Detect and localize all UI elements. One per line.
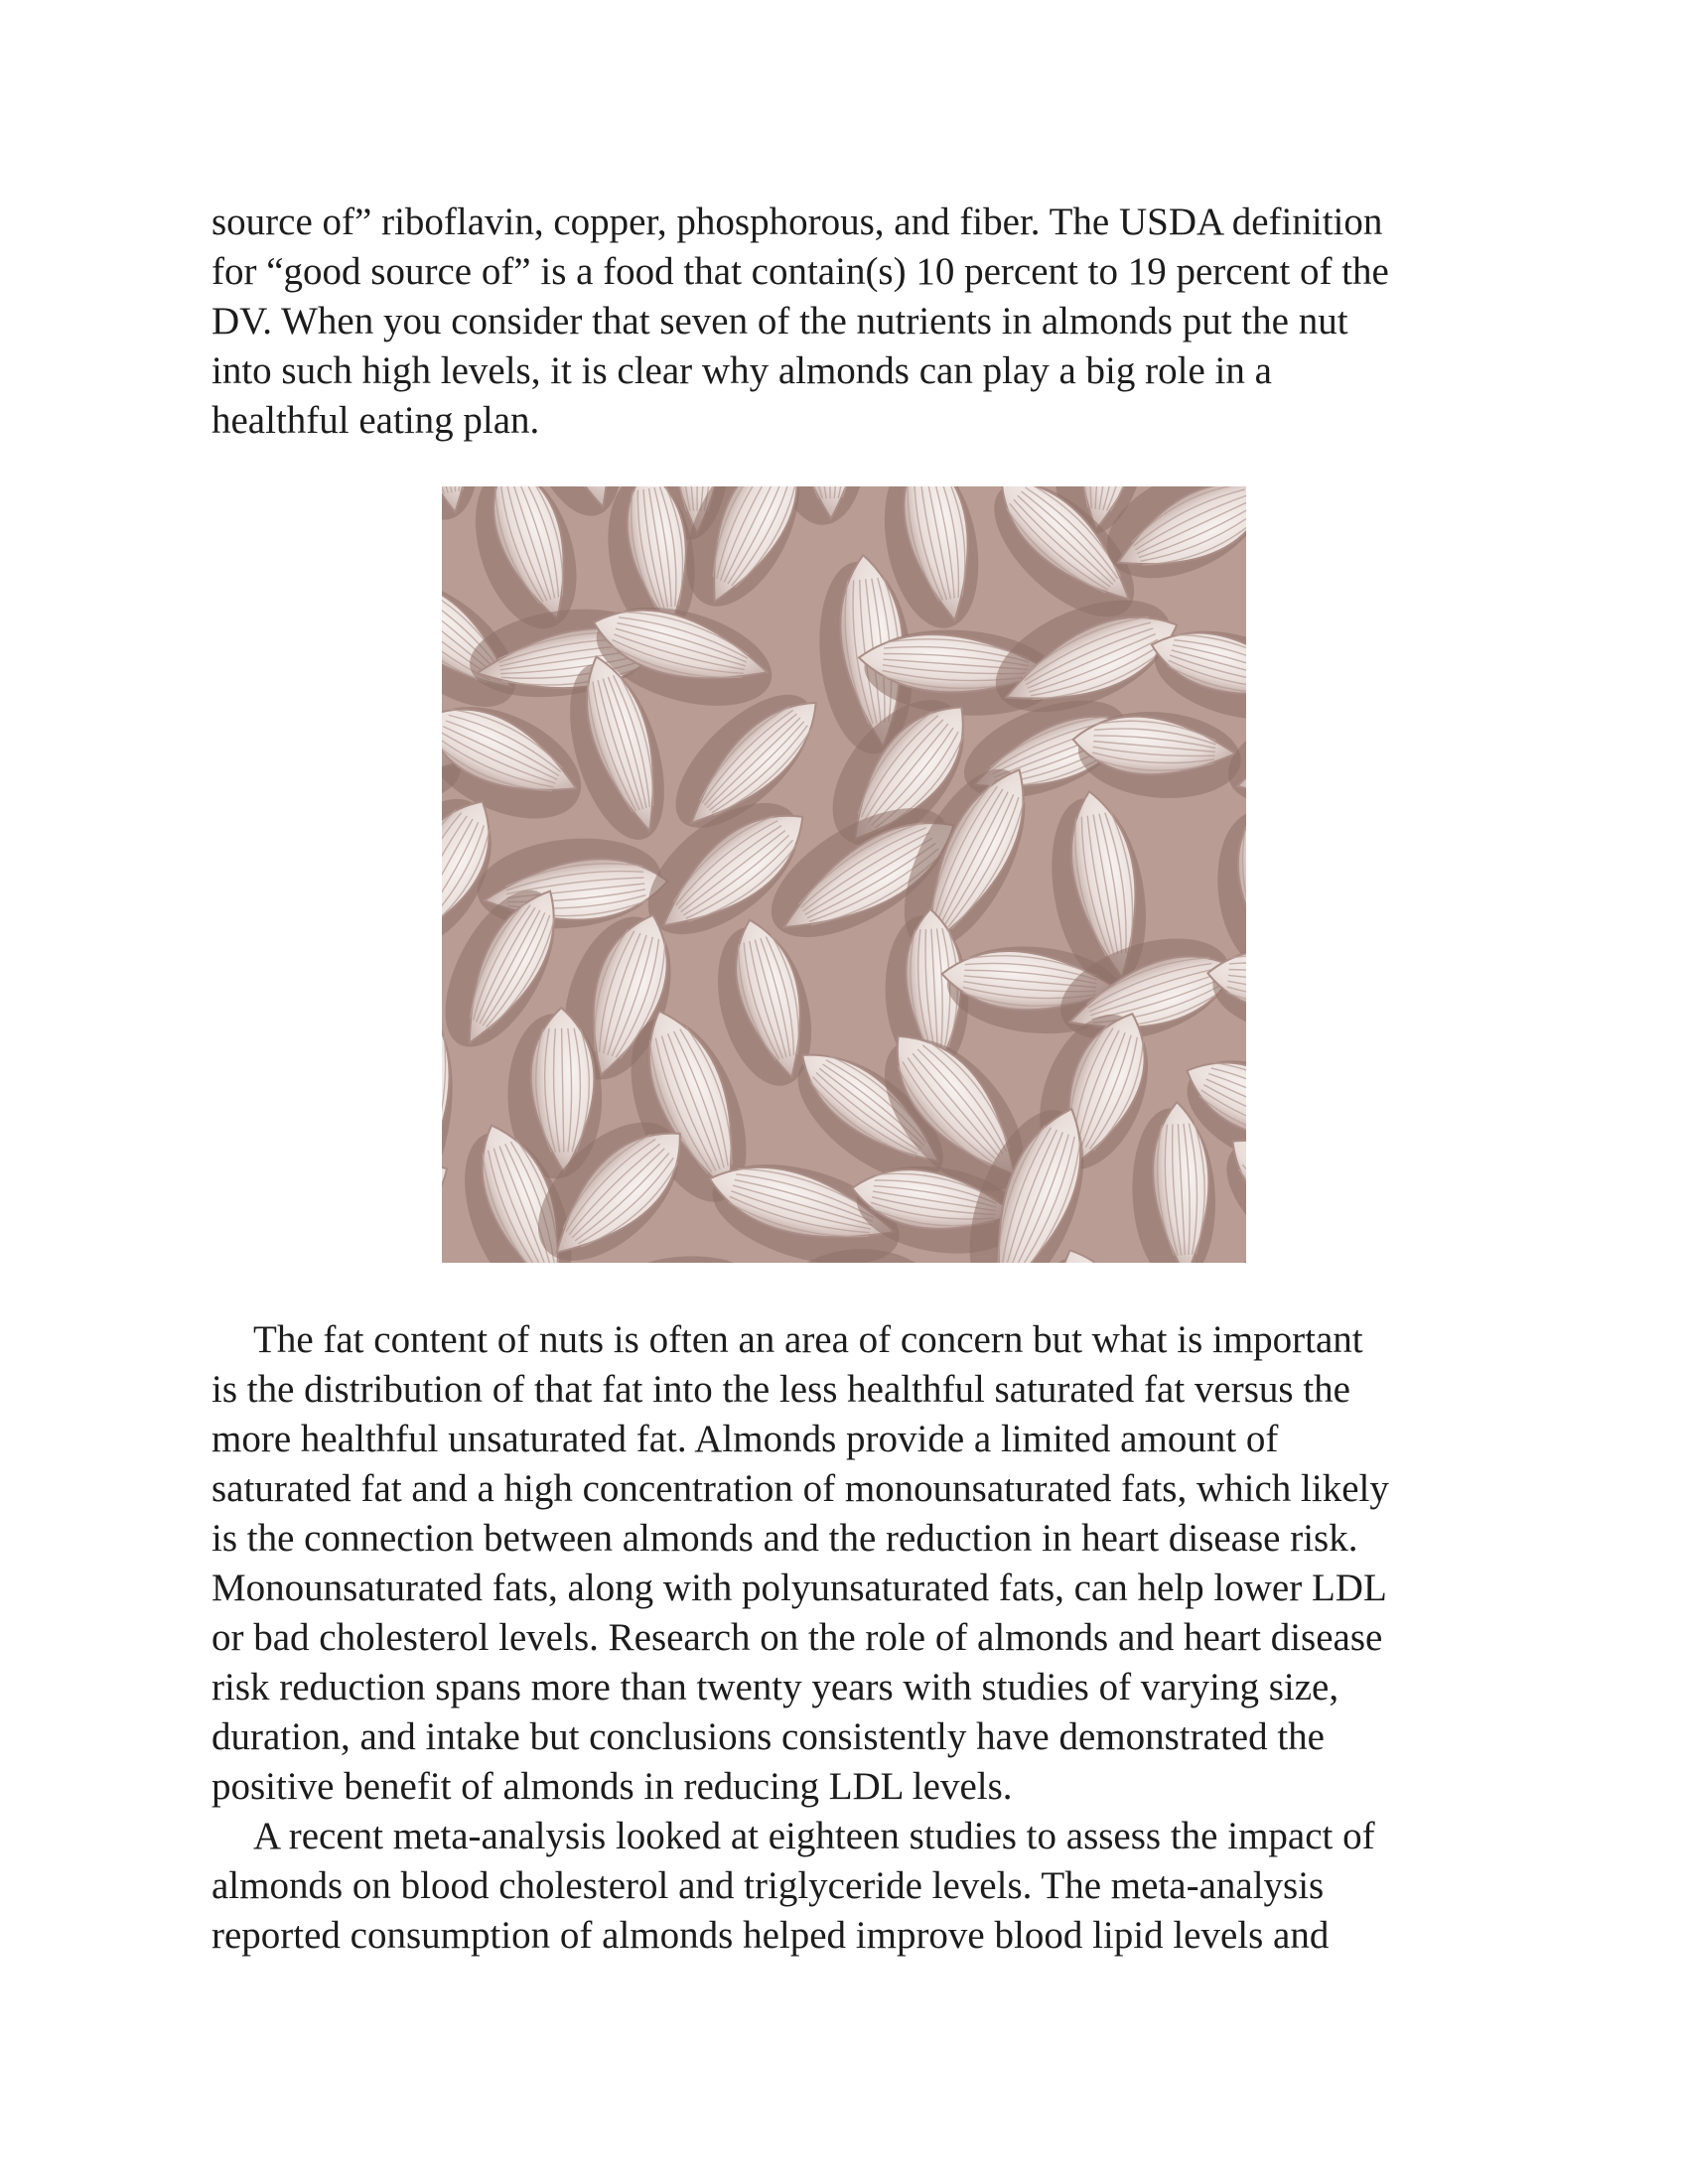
paragraph-nutrients: [211, 198, 1502, 446]
paragraph-fat-content: [211, 1315, 1502, 1961]
text-line: is the connection between almonds and the reduction in heart disease risk.: [211, 1517, 1358, 1560]
text-line: positive benefit of almonds in reducing LDL levels.: [211, 1765, 1013, 1808]
text-line: into such high levels, it is clear why almonds can play a big role in a: [211, 349, 1272, 392]
text-line: for “good source of” is a food that contain(s) 10 percent to 19 percent of the: [211, 250, 1389, 293]
text-line: source of” riboflavin, copper, phosphorous, and fiber. The USDA definition: [211, 201, 1383, 243]
text-line: The fat content of nuts is often an area of concern but what is important: [253, 1318, 1363, 1361]
text-line: risk reduction spans more than twenty years with studies of varying size,: [211, 1666, 1339, 1708]
text-line: DV. When you consider that seven of the nutrients in almonds put the nut: [211, 300, 1348, 342]
text-line: or bad cholesterol levels. Research on the role of almonds and heart disease: [211, 1616, 1383, 1659]
text-line: more healthful unsaturated fat. Almonds provide a limited amount of: [211, 1418, 1279, 1460]
text-line: A recent meta-analysis looked at eighteen studies to assess the impact of: [253, 1815, 1375, 1857]
almonds-illustration: [442, 486, 1246, 1263]
text-line: is the distribution of that fat into the less healthful saturated fat versus the: [211, 1368, 1350, 1411]
text-line: almonds on blood cholesterol and triglyceride levels. The meta-analysis: [211, 1864, 1325, 1907]
text-line: reported consumption of almonds helped improve blood lipid levels and: [211, 1914, 1330, 1957]
almonds-photo: [442, 486, 1246, 1263]
text-line: healthful eating plan.: [211, 399, 540, 442]
text-line: saturated fat and a high concentration of monounsaturated fats, which likely: [211, 1467, 1389, 1510]
text-line: Monounsaturated fats, along with polyunsaturated fats, can help lower LDL: [211, 1567, 1387, 1609]
text-line: duration, and intake but conclusions consistently have demonstrated the: [211, 1715, 1325, 1758]
